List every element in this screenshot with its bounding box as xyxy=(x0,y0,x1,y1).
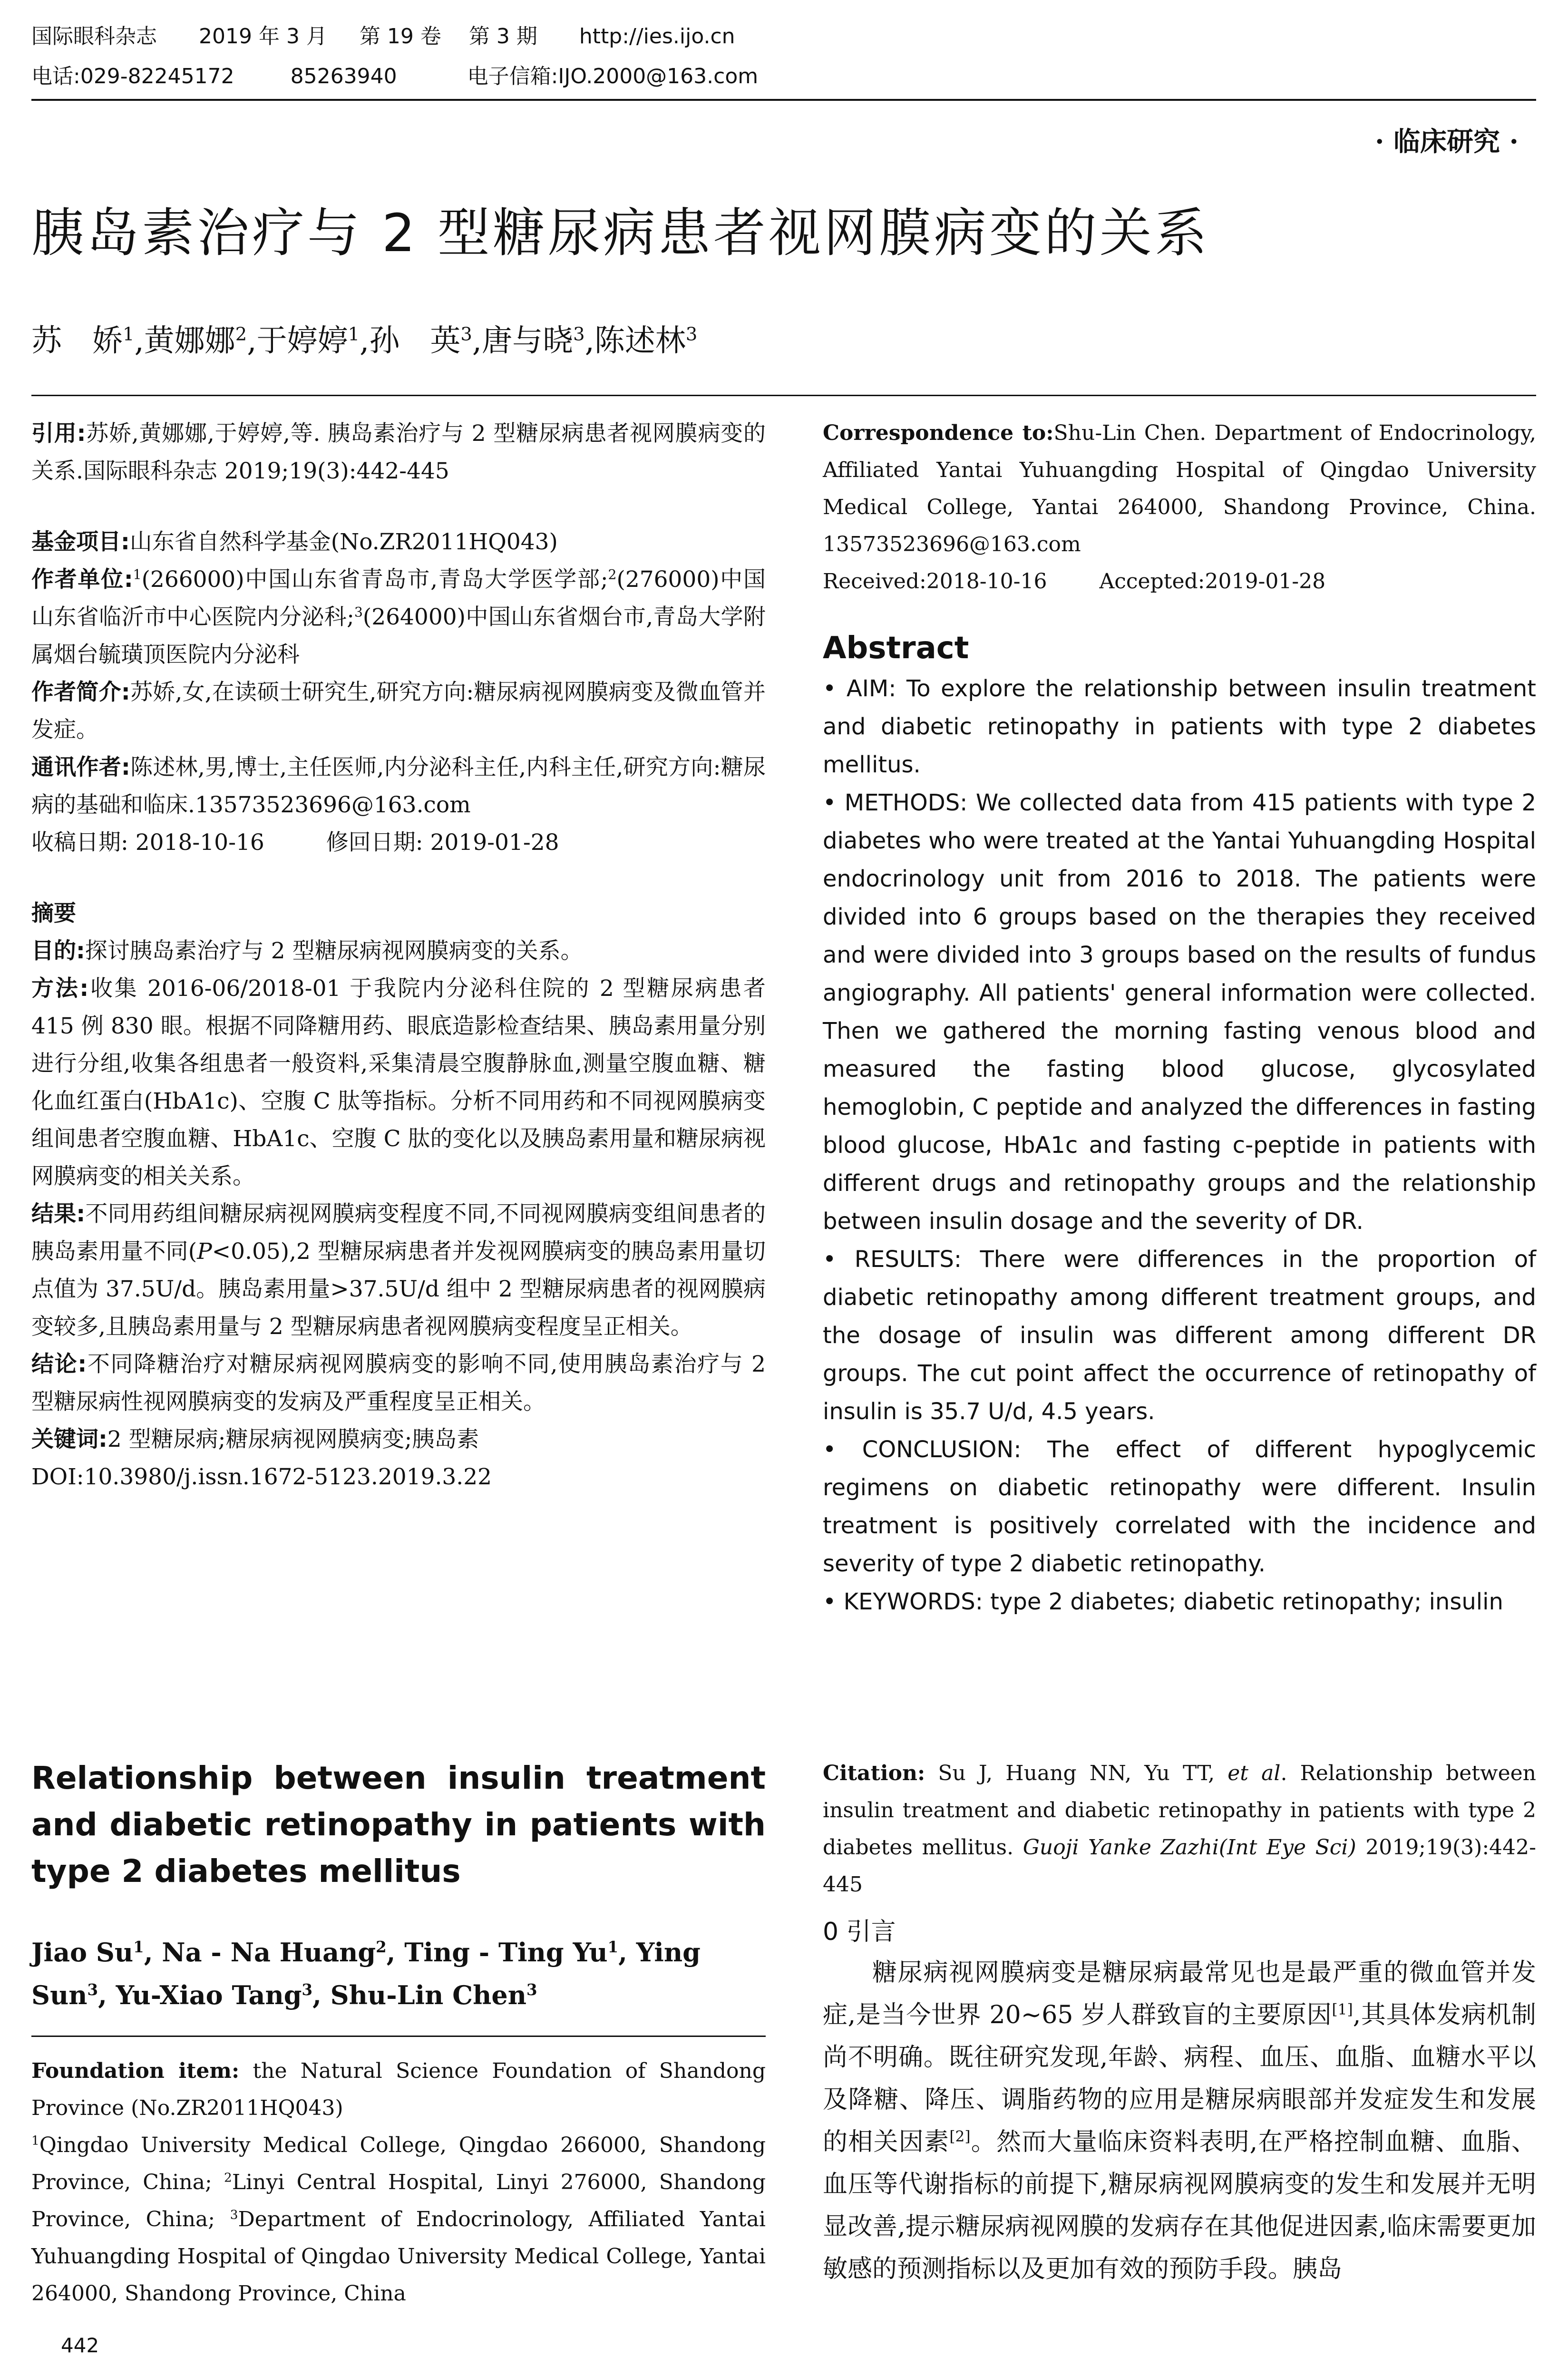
author-name: , Yu-Xiao Tang xyxy=(98,1980,302,2010)
journal-url[interactable]: http://ies.ijo.cn xyxy=(579,24,735,49)
abstract-heading-text: 摘要 xyxy=(31,900,76,926)
abstract-heading-cn xyxy=(31,895,766,932)
intro-heading: 0 引言 xyxy=(823,1918,896,1946)
affil-text: (276000)中国山东省临沂市中心医院内分泌科; xyxy=(31,566,766,630)
journal-name: 国际眼科杂志 xyxy=(31,24,157,49)
results-en xyxy=(823,1240,1536,1431)
title-cn: 胰岛素治疗与 2 型糖尿病患者视网膜病变的关系 xyxy=(31,203,1210,263)
affil-sup: 2 xyxy=(608,566,617,583)
dates-en xyxy=(823,563,1536,600)
citation-en-block xyxy=(823,1755,1536,1903)
author-affil: 3 xyxy=(460,323,472,345)
affiliation-label: 作者单位: xyxy=(31,566,133,593)
author-affil: 1 xyxy=(133,1938,144,1956)
issue-date: 2019 年 3 月 xyxy=(199,24,327,49)
author-affil: 3 xyxy=(526,1981,537,1999)
affil-text: Qingdao University Medical College, Qingdao 266000, Shandong Province, China; xyxy=(31,2133,766,2194)
aim-label: 目的: xyxy=(31,938,85,964)
affil-sup: 2 xyxy=(224,2170,232,2185)
results-text: There were differences in the proportion of diabetic retinopathy among different treatment groups, and the dosage of insulin was different among different DR groups. The cut point affect the occurrence of retinopathy of insulin is 35.7 U/d, 4.5 years. xyxy=(823,1246,1536,1425)
dates-cn xyxy=(31,824,766,861)
section-label: · 临床研究 · xyxy=(1375,126,1519,157)
conclusion-text: 不同降糖治疗对糖尿病视网膜病变的影响不同,使用胰岛素治疗与 2 型糖尿病性视网膜病变的发病及严重程度呈正相关。 xyxy=(31,1351,766,1415)
page-number: 442 xyxy=(61,2334,99,2357)
affil-text: Department of Endocrinology, Affiliated Yantai Yuhuangding Hospital of Qingdao University Medical College, Yantai 264000, Shandong Province, China xyxy=(31,2207,766,2306)
affiliations-en xyxy=(31,2127,766,2312)
keywords-label: • KEYWORDS: xyxy=(823,1588,983,1615)
author-affil: 3 xyxy=(87,1981,98,1999)
aim-text: To explore the relationship between insulin treatment and diabetic retinopathy in patients with type 2 diabetes mellitus. xyxy=(823,675,1536,778)
affil-sup: 3 xyxy=(230,2207,238,2222)
citation-label: 引用: xyxy=(31,420,86,447)
author-affil: 2 xyxy=(235,323,247,345)
reference-marker[interactable]: [1] xyxy=(1332,2001,1353,2018)
running-header-line2 xyxy=(31,62,758,91)
author-name: , Shu-Lin Chen xyxy=(312,1980,527,2010)
results-label: 结果: xyxy=(31,1201,86,1227)
correspondence-cn xyxy=(31,749,766,824)
intro-text: 。然而大量临床资料表明,在严格控制血糖、血脂、血压等代谢指标的前提下,糖尿病视网膜病变的发生和发展并无明显改善,提示糖尿病视网膜的发病存在其他促进因素,临床需要更加敏感的预测指标以及更加有效的预防手段。胰岛 xyxy=(823,2128,1536,2283)
affil-sup: 1 xyxy=(31,2133,39,2148)
citation-label: Citation: xyxy=(823,1761,925,1785)
conclusion-text: The effect of different hypoglycemic regimens on diabetic retinopathy were different. Insulin treatment is positively correlated with the incidence and severity of type 2 diabetic retinopathy. xyxy=(823,1436,1536,1577)
conclusion-label: 结论: xyxy=(31,1351,87,1377)
keywords-text: type 2 diabetes; diabetic retinopathy; insulin xyxy=(983,1588,1503,1615)
conclusion-cn xyxy=(31,1345,766,1421)
author-affil: 2 xyxy=(376,1938,387,1956)
bio-cn xyxy=(31,673,766,749)
foundation-en xyxy=(31,2053,766,2127)
affil-text: (264000)中国山东省烟台市,青岛大学附属烟台毓璜顶医院内分泌科 xyxy=(31,604,766,668)
running-header-line1 xyxy=(31,22,735,51)
intro-text: ,其具体发病机制尚不明确。既往研究发现,年龄、病程、血压、血脂、血糖水平以及降糖、降压、调脂药物的应用是糖尿病眼部并发症发生和发展的相关因素 xyxy=(823,2001,1537,2156)
methods-cn xyxy=(31,970,766,1195)
keywords-en xyxy=(823,1583,1536,1621)
issue: 第 3 期 xyxy=(468,24,537,49)
conclusion-en xyxy=(823,1431,1536,1583)
author-affil: 3 xyxy=(685,323,698,345)
results-cn xyxy=(31,1195,766,1345)
foundation-text: the Natural Science Foundation of Shandong Province (No.ZR2011HQ043) xyxy=(31,2059,766,2120)
authors-en-rule xyxy=(31,2036,766,2037)
author-name: , Ting - Ting Yu xyxy=(386,1937,608,1968)
author-affil: 1 xyxy=(123,323,135,345)
title-rule xyxy=(31,395,1536,396)
foundation-label: Foundation item: xyxy=(31,2059,240,2083)
affil-sup: 1 xyxy=(133,566,142,583)
intro-paragraph xyxy=(823,1952,1536,2290)
citation-journal: Guoji Yanke Zazhi(Int Eye Sci) xyxy=(1023,1835,1356,1860)
author-name: ,黄娜娜 xyxy=(134,323,235,359)
author-name: , Na - Na Huang xyxy=(144,1937,376,1968)
methods-label: • METHODS: xyxy=(823,789,968,816)
keywords-label: 关键词: xyxy=(31,1426,107,1452)
affil-text: (266000)中国山东省青岛市,青岛大学医学部; xyxy=(141,566,608,593)
citation-text: 2019;19(3):442-445 xyxy=(823,1835,1536,1897)
p-value-symbol: P xyxy=(197,1238,212,1265)
author-name: ,于婷婷 xyxy=(247,323,348,359)
methods-label: 方法: xyxy=(31,975,89,1002)
phone-2: 85263940 xyxy=(290,64,397,88)
author-affil: 3 xyxy=(302,1981,313,1999)
revised-date: 修回日期: 2019-01-28 xyxy=(326,829,559,856)
correspondence-label: Correspondence to: xyxy=(823,421,1054,445)
introduction xyxy=(823,1912,1536,2290)
foundation-en-block xyxy=(31,2053,766,2312)
left-column xyxy=(31,415,766,1496)
right-column xyxy=(823,415,1536,1621)
received-date: Received:2018-10-16 xyxy=(823,569,1047,594)
correspondence-text: Shu-Lin Chen. Department of Endocrinology, Affiliated Yantai Yuhuangding Hospital of Qingdao University Medical College, Yantai 264000, Shandong Province, China. 13573523696@163.com xyxy=(823,421,1537,556)
title-en: Relationship between insulin treatment and diabetic retinopathy in patients with type 2 diabetes mellitus xyxy=(31,1760,766,1890)
correspondence-label: 通讯作者: xyxy=(31,754,130,780)
bio-label: 作者简介: xyxy=(31,679,130,705)
volume: 第 19 卷 xyxy=(359,24,441,49)
author-name: ,孙 英 xyxy=(360,323,461,359)
phone: 电话:029-82245172 xyxy=(31,64,234,88)
intro-text: 糖尿病视网膜病变是糖尿病最常见也是最严重的微血管并发症,是当今世界 20~65 岁人群致盲的主要原因 xyxy=(823,1958,1536,2029)
methods-en xyxy=(823,784,1536,1240)
header-rule xyxy=(31,99,1536,101)
citation-text: . Relationship between insulin treatment and diabetic retinopathy in patients with type 2 diabetes mellitus. xyxy=(823,1761,1537,1860)
author-affil: 1 xyxy=(348,323,360,345)
results-label: • RESULTS: xyxy=(823,1246,962,1273)
fund-label: 基金项目: xyxy=(31,529,130,555)
aim-en xyxy=(823,670,1536,784)
aim-text: 探讨胰岛素治疗与 2 型糖尿病视网膜病变的关系。 xyxy=(85,938,583,964)
authors-en xyxy=(31,1931,766,2017)
citation-en xyxy=(823,1755,1536,1903)
fund-text: 山东省自然科学基金(No.ZR2011HQ043) xyxy=(129,529,558,555)
affil-sup: 3 xyxy=(354,604,363,620)
keywords-text: 2 型糖尿病;糖尿病视网膜病变;胰岛素 xyxy=(107,1426,479,1452)
citation-text: Su J, Huang NN, Yu TT, xyxy=(925,1761,1228,1785)
author-affil: 3 xyxy=(573,323,585,345)
affil-text: Linyi Central Hospital, Linyi 276000, Shandong Province, China; xyxy=(31,2170,766,2231)
methods-text: 收集 2016-06/2018-01 于我院内分泌科住院的 2 型糖尿病患者 415 例 830 眼。根据不同降糖用药、眼底造影检查结果、胰岛素用量分别进行分组,收集各组患者一般资料,采集清晨空腹静脉血,测量空腹血糖、糖化血红蛋白(HbA1c)、空腹 C 肽等指标。分析不同用药和不同视网膜病变组间患者空腹血糖、HbA1c、空腹 C 肽的变化以及胰岛素用量和糖尿病视网膜病变的相关关系。 xyxy=(31,975,766,1189)
results-text: 不同用药组间糖尿病视网膜病变程度不同,不同视网膜病变组间患者的胰岛素用量不同( xyxy=(31,1201,766,1265)
aim-cn xyxy=(31,932,766,970)
correspondence-text: 陈述林,男,博士,主任医师,内分泌科主任,内科主任,研究方向:糖尿病的基础和临床.13573523696@163.com xyxy=(31,754,766,818)
reference-marker[interactable]: [2] xyxy=(949,2128,971,2145)
results-text: <0.05),2 型糖尿病患者并发视网膜病变的胰岛素用量切点值为 37.5U/d。胰岛素用量>37.5U/d 组中 2 型糖尿病患者的视网膜病变较多,且胰岛素用量与 2 型糖尿病患者视网膜病变程度呈正相关。 xyxy=(31,1238,766,1340)
aim-label: • AIM: xyxy=(823,675,896,702)
keywords-cn xyxy=(31,1421,766,1458)
conclusion-label: • CONCLUSION: xyxy=(823,1436,1022,1463)
doi[interactable]: DOI:10.3980/j.issn.1672-5123.2019.3.22 xyxy=(31,1464,492,1490)
received-date: 收稿日期: 2018-10-16 xyxy=(31,829,264,856)
author-name: 苏 娇 xyxy=(31,323,123,359)
bio-text: 苏娇,女,在读硕士研究生,研究方向:糖尿病视网膜病变及微血管并发症。 xyxy=(31,679,766,743)
fund-cn xyxy=(31,523,766,561)
citation-etal: et al xyxy=(1227,1761,1281,1785)
correspondence-en xyxy=(823,415,1536,563)
author-name: , Ying Sun xyxy=(31,1937,701,2010)
author-name: Jiao Su xyxy=(31,1937,134,1968)
author-affil: 1 xyxy=(607,1938,619,1956)
accepted-date: Accepted:2019-01-28 xyxy=(1099,569,1326,594)
citation-text: 苏娇,黄娜娜,于婷婷,等. 胰岛素治疗与 2 型糖尿病患者视网膜病变的关系.国际眼科杂志 2019;19(3):442-445 xyxy=(31,420,766,484)
citation-cn xyxy=(31,415,766,490)
authors-cn xyxy=(31,320,697,362)
methods-text: We collected data from 415 patients with type 2 diabetes who were treated at the Yantai Yuhuangding Hospital endocrinology unit from 2016 to 2018. The patients were divided into 6 groups based on the therapies they received and were divided into 3 groups based on the results of fundus angiography. All patients' general information were collected. Then we gathered the morning fasting venous blood and measured the fasting blood glucose, glycosylated hemoglobin, C peptide and analyzed the differences in fasting blood glucose, HbA1c and fasting c-peptide in patients with different drugs and retinopathy groups and the relationship between insulin dosage and the severity of DR. xyxy=(823,789,1537,1235)
affiliation-cn xyxy=(31,561,766,673)
author-name: ,唐与晓 xyxy=(472,323,574,359)
abstract-heading-en: Abstract xyxy=(823,631,969,666)
author-name: ,陈述林 xyxy=(584,323,686,359)
email[interactable]: 电子信箱:IJO.2000@163.com xyxy=(467,64,759,88)
